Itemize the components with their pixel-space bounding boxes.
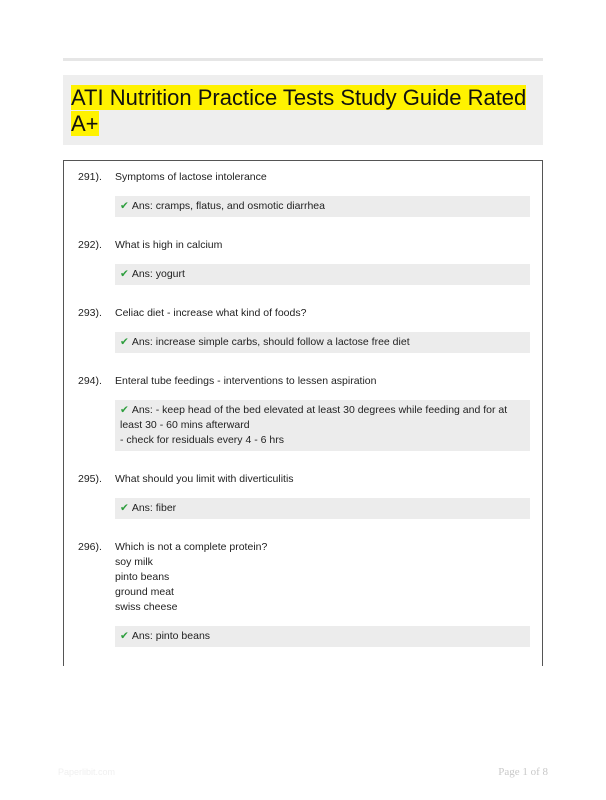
question-text: Celiac diet - increase what kind of foods? — [115, 307, 307, 319]
title-banner — [63, 75, 543, 145]
page-number: Page 1 of 8 — [498, 766, 548, 778]
question-text: What should you limit with diverticulitis — [115, 473, 294, 485]
check-icon: ✔ — [120, 268, 129, 280]
check-icon: ✔ — [120, 630, 129, 642]
answer-box: ✔ Ans: - keep head of the bed elevated at least 30 degrees while feeding and for at least 30 - 60 mins afterward - check for residuals every 4 - 6 hrs — [115, 400, 530, 451]
check-icon: ✔ — [120, 336, 129, 348]
top-divider — [63, 58, 543, 61]
question-text: Which is not a complete protein? soy milk pinto beans ground meat swiss cheese — [115, 541, 268, 613]
footer-site: Paperlibit.com — [58, 767, 116, 777]
page-title: ATI Nutrition Practice Tests Study Guide Rated A+ — [71, 85, 527, 136]
question-number: 291). — [78, 171, 102, 183]
answer-box: ✔ Ans: fiber — [115, 498, 530, 519]
qa-list — [63, 160, 543, 666]
question-number: 292). — [78, 239, 102, 251]
question-text: Enteral tube feedings - interventions to lessen aspiration — [115, 375, 377, 387]
check-icon: ✔ — [120, 502, 129, 514]
question-number: 294). — [78, 375, 102, 387]
question-text: Symptoms of lactose intolerance — [115, 171, 267, 183]
question-number: 295). — [78, 473, 102, 485]
answer-box: ✔ Ans: yogurt — [115, 264, 530, 285]
check-icon: ✔ — [120, 200, 129, 212]
answer-box: ✔ Ans: increase simple carbs, should follow a lactose free diet — [115, 332, 530, 353]
question-number: 296). — [78, 541, 102, 553]
answer-box: ✔ Ans: cramps, flatus, and osmotic diarrhea — [115, 196, 530, 217]
answer-box: ✔ Ans: pinto beans — [115, 626, 530, 647]
question-number: 293). — [78, 307, 102, 319]
question-text: What is high in calcium — [115, 239, 223, 251]
check-icon: ✔ — [120, 404, 129, 416]
